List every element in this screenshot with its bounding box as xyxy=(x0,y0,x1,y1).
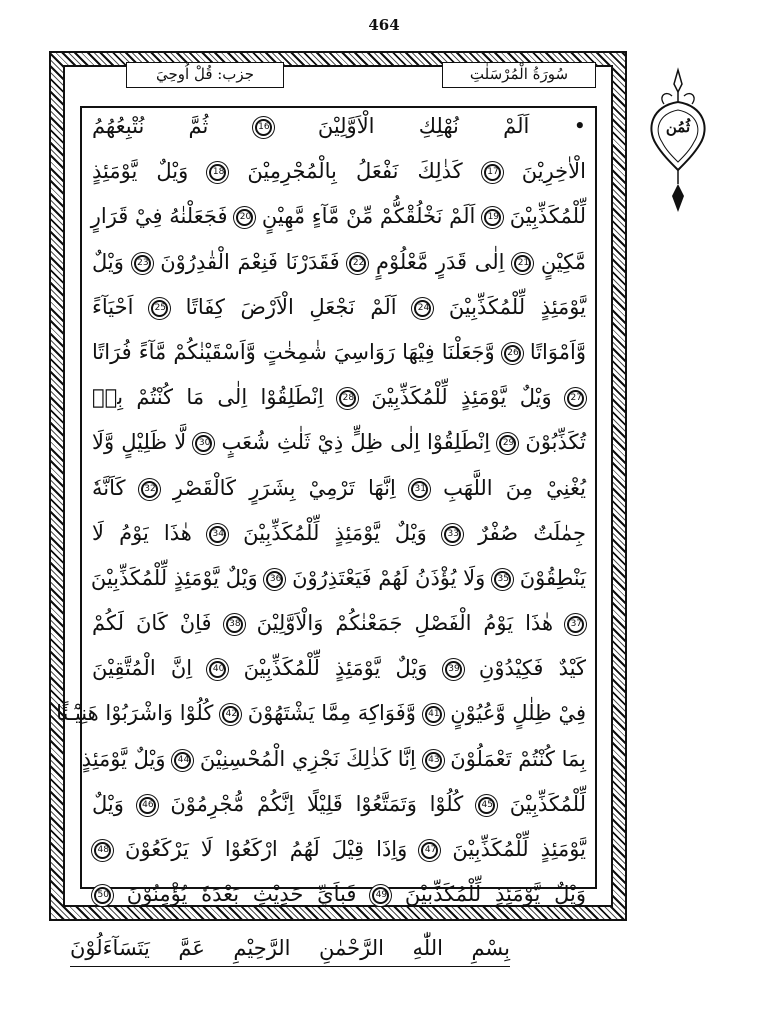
text-line xyxy=(92,104,586,149)
verse-text: وَّفَوَاكِهَ مِمَّا يَشْتَهُوْنَ xyxy=(247,701,416,726)
ayah-number-marker: 22 xyxy=(349,255,366,272)
ayah-number-marker: 41 xyxy=(425,706,442,723)
text-line xyxy=(56,691,586,736)
verse-text: تُكَذِّبُوْنَ xyxy=(525,430,586,455)
text-line xyxy=(92,194,586,239)
ayah-number-marker: 18 xyxy=(209,164,226,181)
verse-text: فِيْ ظِلٰلٍ وَّعُيُوْنٍ xyxy=(450,701,586,726)
verse-text: يَّوْمَئِذٍ لِّلْمُكَذِّبِيْنَ xyxy=(448,294,586,319)
ayah-number-marker: 21 xyxy=(514,255,531,272)
quarter-marker-ornament-icon xyxy=(644,66,712,216)
verse-text: اَلَمْ نَجْعَلِ الْاَرْضَ كِفَاتًا xyxy=(185,294,397,319)
ayah-number-marker: 48 xyxy=(94,842,111,859)
verse-text: اَلَمْ نَخْلُقْكُّمْ مِّنْ مَّآءٍ مَّهِيْنٍ xyxy=(261,204,476,229)
ayah-number-marker: 27 xyxy=(567,390,584,407)
verse-text: اِنْطَلِقُوْا اِلٰى مَا كُنْتُمْ بِهٖ xyxy=(92,385,324,410)
verse-text: وَيْلٌ يَّوْمَئِذٍ xyxy=(92,159,189,184)
verse-text: فَاِنْ كَانَ لَكُمْ xyxy=(92,611,212,636)
ayah-number-marker: 44 xyxy=(174,752,191,769)
ayah-number-marker: 43 xyxy=(425,752,442,769)
ayah-number-marker: 46 xyxy=(139,797,156,814)
text-line xyxy=(92,556,586,601)
verse-text: وَيْلٌ يَّوْمَئِذٍ لِّلْمُكَذِّبِيْنَ xyxy=(243,656,428,681)
verse-text: وَّاَمْوَاتًا xyxy=(529,339,586,364)
ayah-number-marker: 24 xyxy=(414,300,431,317)
ayah-number-marker: 23 xyxy=(134,255,151,272)
ayah-number-marker: 38 xyxy=(226,616,243,633)
verse-text: وَيْلٌ يَّوْمَئِذٍ لِّلْمُكَذِّبِيْنَ xyxy=(90,565,258,590)
ayah-number-marker: 20 xyxy=(236,209,253,226)
verse-text: لِّلْمُكَذِّبِيْنَ xyxy=(509,204,586,229)
ayah-number-marker: 36 xyxy=(266,571,283,588)
ayah-number-marker: 19 xyxy=(484,209,501,226)
text-line xyxy=(92,330,586,375)
verse-text: وَلَا يُؤْذَنُ لَهُمْ فَيَعْتَذِرُوْنَ xyxy=(292,565,486,590)
verse-text: بِمَا كُنْتُمْ تَعْمَلُوْنَ xyxy=(450,746,586,771)
verse-text: لَّا ظَلِيْلٍ وَّلَا xyxy=(92,430,187,455)
text-line xyxy=(92,827,586,872)
verse-text: يَنْطِقُوْنَ xyxy=(519,565,586,590)
next-surah-catchword: بِسْمِ اللّٰهِ الرَّحْمٰنِ الرَّحِيْمِ عَمَّ يَتَسَآءَلُوْنَ xyxy=(70,930,510,967)
text-line xyxy=(92,149,586,194)
ayah-number-marker: 35 xyxy=(494,571,511,588)
verse-text: اِلٰى قَدَرٍ مَّعْلُوْمٍ xyxy=(376,249,505,274)
verse-text: كُلُوْا وَاشْرَبُوْا هَنِيْٓـئًا xyxy=(56,701,214,726)
verse-text: هٰذَا يَوْمُ لَا xyxy=(92,520,192,545)
verse-text: وَيْلٌ يَّوْمَئِذٍ لِّلْمُكَذِّبِيْنَ xyxy=(243,520,427,545)
ayah-number-marker: 26 xyxy=(504,345,521,362)
text-line xyxy=(92,285,586,330)
verse-text: وَاِذَا قِيْلَ لَهُمُ ارْكَعُوْا لَا يَرْكَعُوْنَ xyxy=(125,837,408,861)
text-line xyxy=(92,466,586,511)
verse-text: كُلُوْا وَتَمَتَّعُوْا قَلِيْلًا اِنَّكُمْ مُّجْرِمُوْنَ xyxy=(170,791,464,816)
verse-text: وَيْلٌ يَّوْمَئِذٍ لِّلْمُكَذِّبِيْنَ xyxy=(371,385,552,410)
ayah-number-marker: 49 xyxy=(372,887,389,904)
ayah-number-marker: 32 xyxy=(141,481,158,498)
verse-text: وَيْلٌ يَّوْمَئِذٍ xyxy=(81,746,166,771)
ayah-number-marker: 16 xyxy=(255,119,272,136)
text-line xyxy=(92,872,586,917)
verse-text: اِنَّا كَذٰلِكَ نَجْزِي الْمُحْسِنِيْنَ xyxy=(199,746,416,771)
verse-text: الْاٰخِرِيْنَ xyxy=(521,159,586,184)
verse-text: وَيْلٌ xyxy=(92,791,124,816)
verse-text: ثُمَّ نُتْبِعُهُمُ xyxy=(92,114,209,138)
ayah-number-marker: 34 xyxy=(209,526,226,543)
text-line xyxy=(81,737,586,782)
ayah-number-marker: 30 xyxy=(195,435,212,452)
text-line xyxy=(92,646,586,691)
verse-text: فَجَعَلْنٰهُ فِيْ قَرَارٍ xyxy=(90,204,228,229)
verse-text: يَّوْمَئِذٍ لِّلْمُكَذِّبِيْنَ xyxy=(452,837,586,861)
page-number: 464 xyxy=(368,16,400,34)
ayah-number-marker: 17 xyxy=(484,164,501,181)
verse-text: اَحْيَآءً xyxy=(92,294,134,319)
quran-text-lines xyxy=(56,104,587,917)
verse-text: فَبِاَيِّ حَدِيْثٍ بَعْدَهٗ يُؤْمِنُوْنَ xyxy=(126,882,357,907)
quarter-marker-label: ثُمُن xyxy=(665,118,691,136)
verse-text: مَّكِيْنٍ xyxy=(540,249,586,274)
ayah-number-marker: 28 xyxy=(339,390,356,407)
ayah-number-marker: 31 xyxy=(411,481,428,498)
text-line xyxy=(92,511,586,556)
juz-label: جزب: قُلْ اُوحِيَ xyxy=(126,62,284,88)
verse-text: وَيْلٌ يَّوْمَئِذٍ لِّلْمُكَذِّبِيْنَ xyxy=(404,882,586,907)
ayah-number-marker: 37 xyxy=(567,616,584,633)
ayah-number-marker: 33 xyxy=(444,526,461,543)
text-line xyxy=(92,420,586,465)
ayah-number-marker: 45 xyxy=(478,797,495,814)
verse-text: اِنْطَلِقُوْا اِلٰى ظِلٍّ ذِيْ ثَلٰثِ شُعَبٍ xyxy=(221,430,491,455)
verse-text: يُغْنِيْ مِنَ اللَّهَبِ xyxy=(443,475,586,500)
ayah-number-marker: 40 xyxy=(209,661,226,678)
verse-text: فَقَدَرْنَا فَنِعْمَ الْقٰدِرُوْنَ xyxy=(160,249,340,274)
text-line xyxy=(92,375,586,420)
verse-text: لِّلْمُكَذِّبِيْنَ xyxy=(509,791,586,816)
ayah-number-marker: 42 xyxy=(222,706,239,723)
verse-text: كَذٰلِكَ نَفْعَلُ بِالْمُجْرِمِيْنَ xyxy=(247,159,463,184)
text-line xyxy=(92,240,586,285)
verse-text: هٰذَا يَوْمُ الْفَصْلِ جَمَعْنٰكُمْ وَالْاَوَّلِيْنَ xyxy=(256,611,554,636)
ayah-number-marker: 50 xyxy=(94,887,111,904)
verse-text: وَيْلٌ xyxy=(92,249,124,274)
ayah-number-marker: 47 xyxy=(421,842,438,859)
verse-text: • اَلَمْ نُهْلِكِ الْاَوَّلِيْنَ xyxy=(317,114,586,138)
verse-text: جِمٰلَتٌ صُفْرٌ xyxy=(478,520,586,545)
ayah-number-marker: 39 xyxy=(445,661,462,678)
text-line xyxy=(92,782,586,827)
surah-name-label: سُورَةُ الْمُرْسَلٰتِ xyxy=(442,62,596,88)
text-line xyxy=(92,601,586,646)
ayah-number-marker: 25 xyxy=(151,300,168,317)
verse-text: اِنَّ الْمُتَّقِيْنَ xyxy=(92,656,193,681)
verse-text: كَيْدٌ فَكِيْدُوْنِ xyxy=(478,656,587,681)
ayah-number-marker: 29 xyxy=(499,435,516,452)
verse-text: اِنَّهَا تَرْمِيْ بِشَرَرٍ كَالْقَصْرِ xyxy=(172,475,396,500)
verse-text: كَاَنَّهٗ xyxy=(92,475,126,500)
verse-text: وَّجَعَلْنَا فِيْهَا رَوَاسِيَ شٰمِخٰتٍ وَّاَسْقَيْنٰكُمْ مَّآءً فُرَاتًا xyxy=(92,339,495,364)
